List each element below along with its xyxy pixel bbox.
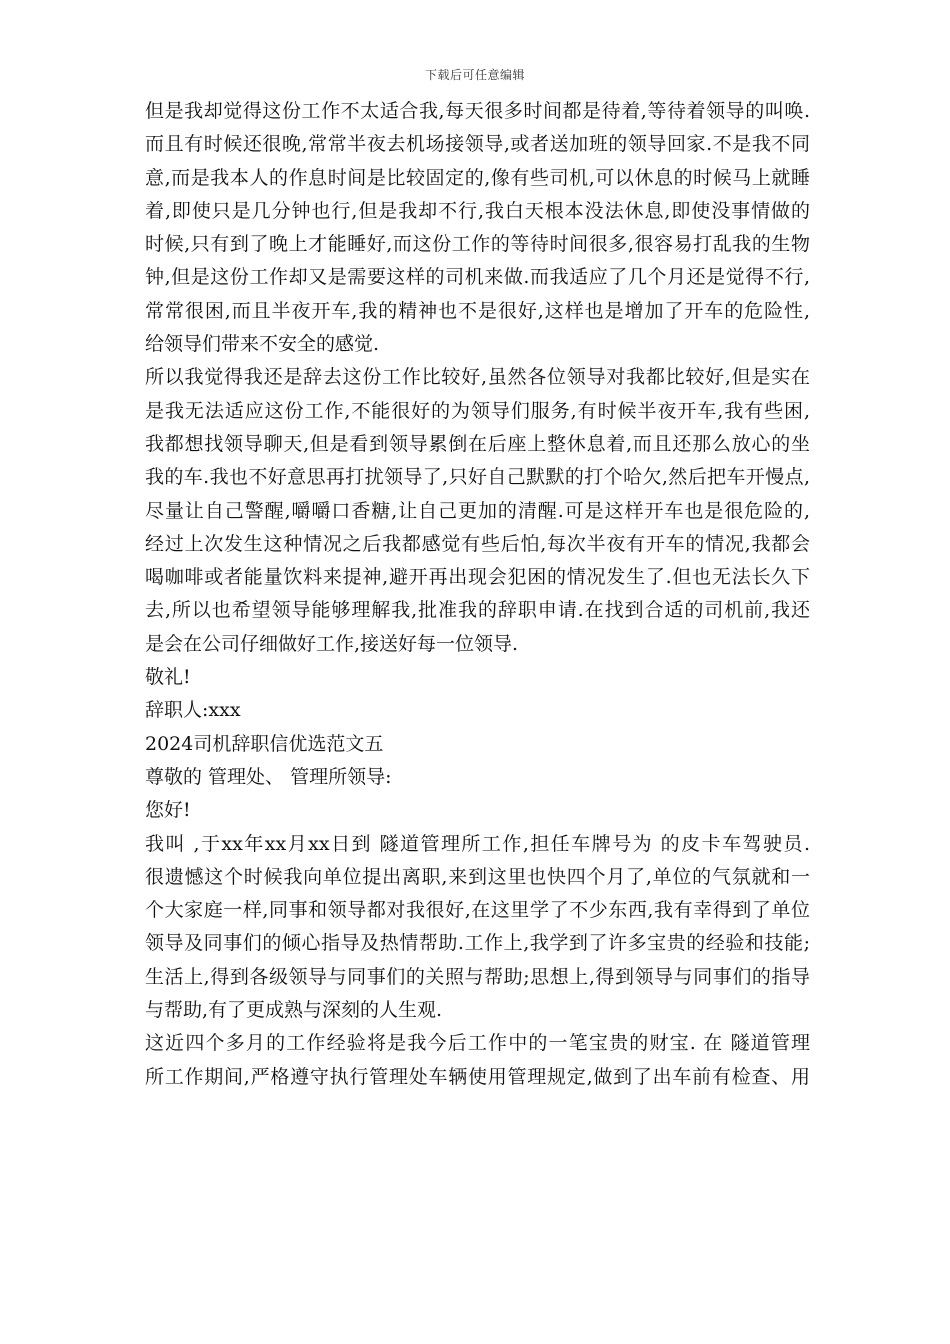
- letter-greeting: 您好!: [145, 799, 191, 822]
- text-line: 是我无法适应这份工作,不能很好的为领导们服务,有时候半夜开车,我有些困,: [145, 399, 810, 422]
- text-line: 常常很困,而且半夜开车,我的精神也不是很好,这样也是增加了开车的危险性,: [145, 299, 810, 322]
- text-line: 我都想找领导聊天,但是看到领导累倒在后座上整休息着,而且还那么放心的坐: [145, 432, 810, 455]
- text-line: 我叫 ,于xx年xx月xx日到 隧道管理所工作,担任车牌号为 的皮卡车驾驶员.: [145, 832, 810, 855]
- text-line: 时候,只有到了晚上才能睡好,而这份工作的等待时间很多,很容易打乱我的生物: [145, 233, 810, 256]
- text-line: 领导及同事们的倾心指导及热情帮助.工作上,我学到了许多宝贵的经验和技能;: [145, 932, 810, 955]
- text-line: 经过上次发生这种情况之后我都感觉有些后怕,每次半夜有开车的情况,我都会: [145, 532, 810, 555]
- page-header: 下载后可任意编辑: [424, 68, 525, 82]
- text-line: 个大家庭一样,同事和领导都对我很好,在这里学了不少东西,我有幸得到了单位: [145, 899, 810, 922]
- document-body: [145, 95, 810, 1094]
- text-line: 给领导们带来不安全的感觉.: [145, 333, 380, 356]
- text-line: 我的车.我也不好意思再打扰领导了,只好自己默默的打个哈欠,然后把车开慢点,: [145, 466, 810, 489]
- text-line: 意,而是我本人的作息时间是比较固定的,像有些司机,可以休息的时候马上就睡: [145, 166, 810, 189]
- paragraph-3: [145, 828, 810, 1028]
- text-line: 这近四个多月的工作经验将是我今后工作中的一笔宝贵的财宝. 在 隧道管理: [145, 1032, 810, 1055]
- letter-addressee: 尊敬的 管理处、 管理所领导:: [145, 765, 392, 788]
- text-line: 所工作期间,严格遵守执行管理处车辆使用管理规定,做到了出车前有检查、用: [145, 1065, 810, 1088]
- text-line: 与帮助,有了更成熟与深刻的人生观.: [145, 999, 443, 1022]
- text-line: 所以我觉得我还是辞去这份工作比较好,虽然各位领导对我都比较好,但是实在: [145, 366, 810, 389]
- text-line: 但是我却觉得这份工作不太适合我,每天很多时间都是待着,等待着领导的叫唤.: [145, 100, 810, 122]
- text-line: 着,即使只是几分钟也行,但是我却不行,我白天根本没法休息,即使没事情做的: [145, 199, 810, 222]
- paragraph-2: [145, 361, 810, 661]
- paragraph-4: [145, 1027, 810, 1094]
- section-title: 2024司机辞职信优选范文五: [145, 732, 384, 755]
- signature-line: 辞职人:xxx: [145, 699, 241, 722]
- text-line: 是会在公司仔细做好工作,接送好每一位领导.: [145, 632, 519, 655]
- text-line: 去,所以也希望领导能够理解我,批准我的辞职申请.在找到合适的司机前,我还: [145, 599, 810, 622]
- paragraph-1: [145, 95, 810, 361]
- text-line: 很遗憾这个时候我向单位提出离职,来到这里也快四个月了,单位的气氛就和一: [145, 865, 810, 888]
- closing-salutation: 敬礼!: [145, 666, 191, 689]
- text-line: 喝咖啡或者能量饮料来提神,避开再出现会犯困的情况发生了.但也无法长久下: [145, 566, 810, 589]
- text-line: 尽量让自己警醒,嚼嚼口香糖,让自己更加的清醒.可是这样开车也是很危险的,: [145, 499, 810, 522]
- text-line: 而且有时候还很晚,常常半夜去机场接领导,或者送加班的领导回家.不是我不同: [145, 133, 810, 156]
- text-line: 钟,但是这份工作却又是需要这样的司机来做.而我适应了几个月还是觉得不行,: [145, 266, 810, 289]
- text-line: 生活上,得到各级领导与同事们的关照与帮助;思想上,得到领导与同事们的指导: [145, 965, 810, 988]
